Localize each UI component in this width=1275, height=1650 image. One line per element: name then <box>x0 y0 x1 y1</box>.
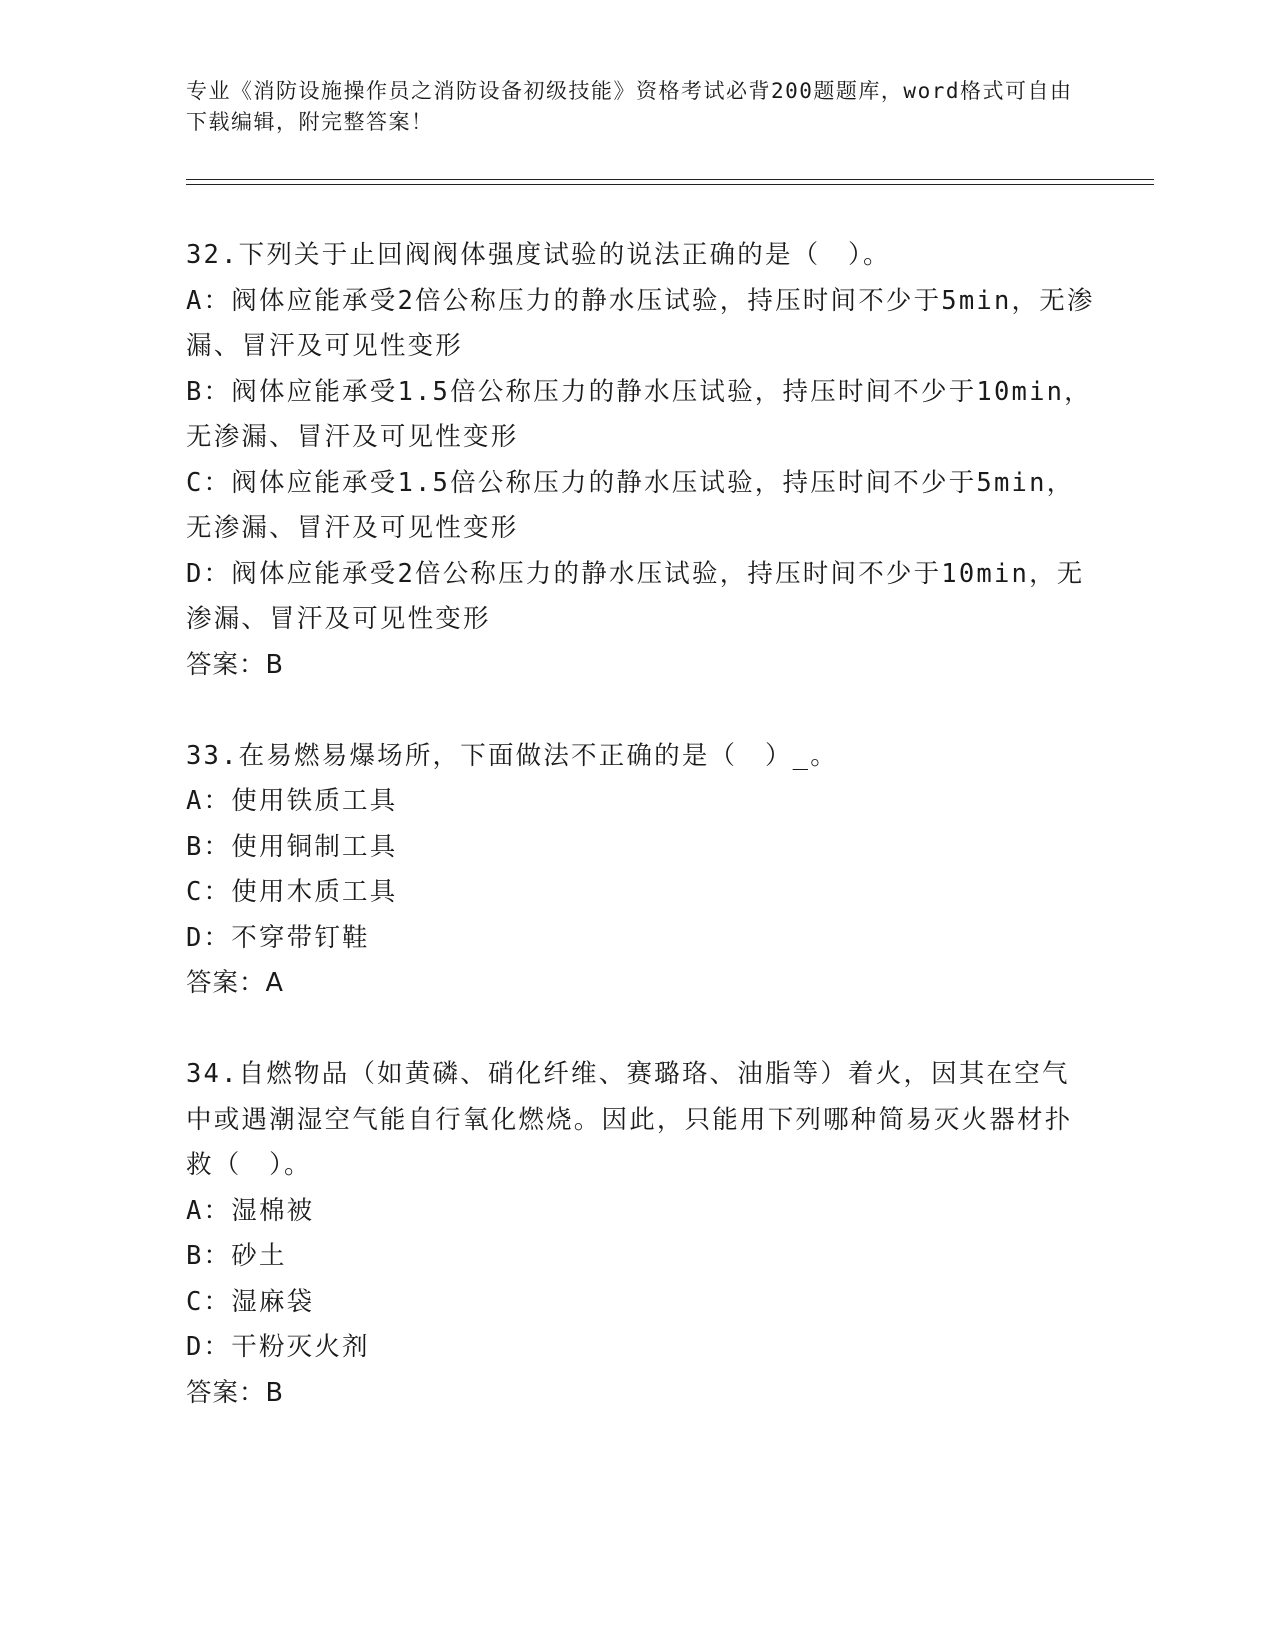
header-rule-top <box>186 179 1154 180</box>
question-32 <box>186 233 1096 688</box>
document-header: 专业《消防设施操作员之消防设备初级技能》资格考试必背200题题库，word格式可自由下载编辑，附完整答案！ <box>186 79 1073 134</box>
question-list <box>186 233 1096 1462</box>
option-a: A：阀体应能承受2倍公称压力的静水压试验，持压时间不少于5min，无渗漏、冒汗及可见性变形 <box>186 285 1095 361</box>
option-b: B：阀体应能承受1.5倍公称压力的静水压试验，持压时间不少于10min，无渗漏、冒汗及可见性变形 <box>186 376 1092 452</box>
option-b: B：使用铜制工具 <box>186 831 398 862</box>
option-c: C：阀体应能承受1.5倍公称压力的静水压试验，持压时间不少于5min，无渗漏、冒汗及可见性变形 <box>186 467 1075 543</box>
option-a: A：使用铁质工具 <box>186 786 398 816</box>
question-stem: 32.下列关于止回阀阀体强度试验的说法正确的是（ ）。 <box>186 240 891 270</box>
option-d: D：干粉灭火剂 <box>186 1332 370 1362</box>
answer-line: 答案：B <box>186 1377 284 1408</box>
question-stem: 34.自燃物品（如黄磷、硝化纤维、赛璐珞、油脂等）着火，因其在空气中或遇潮湿空气能自行氧化燃烧。因此，只能用下列哪种简易灭火器材扑救（ ）。 <box>186 1059 1073 1180</box>
answer-line: 答案：B <box>186 649 284 680</box>
question-34 <box>186 1052 1096 1416</box>
option-d: D：不穿带钉鞋 <box>186 922 370 953</box>
option-c: C：湿麻袋 <box>186 1286 315 1317</box>
option-d: D：阀体应能承受2倍公称压力的静水压试验，持压时间不少于10min，无渗漏、冒汗及可见性变形 <box>186 558 1085 634</box>
option-a: A：湿棉被 <box>186 1195 315 1226</box>
option-c: C：使用木质工具 <box>186 877 398 907</box>
header-rule-bottom <box>186 184 1154 185</box>
answer-line: 答案：A <box>186 968 284 998</box>
question-33 <box>186 734 1096 1007</box>
question-stem: 33.在易燃易爆场所，下面做法不正确的是（ ）_。 <box>186 740 838 771</box>
option-b: B：砂土 <box>186 1241 287 1271</box>
